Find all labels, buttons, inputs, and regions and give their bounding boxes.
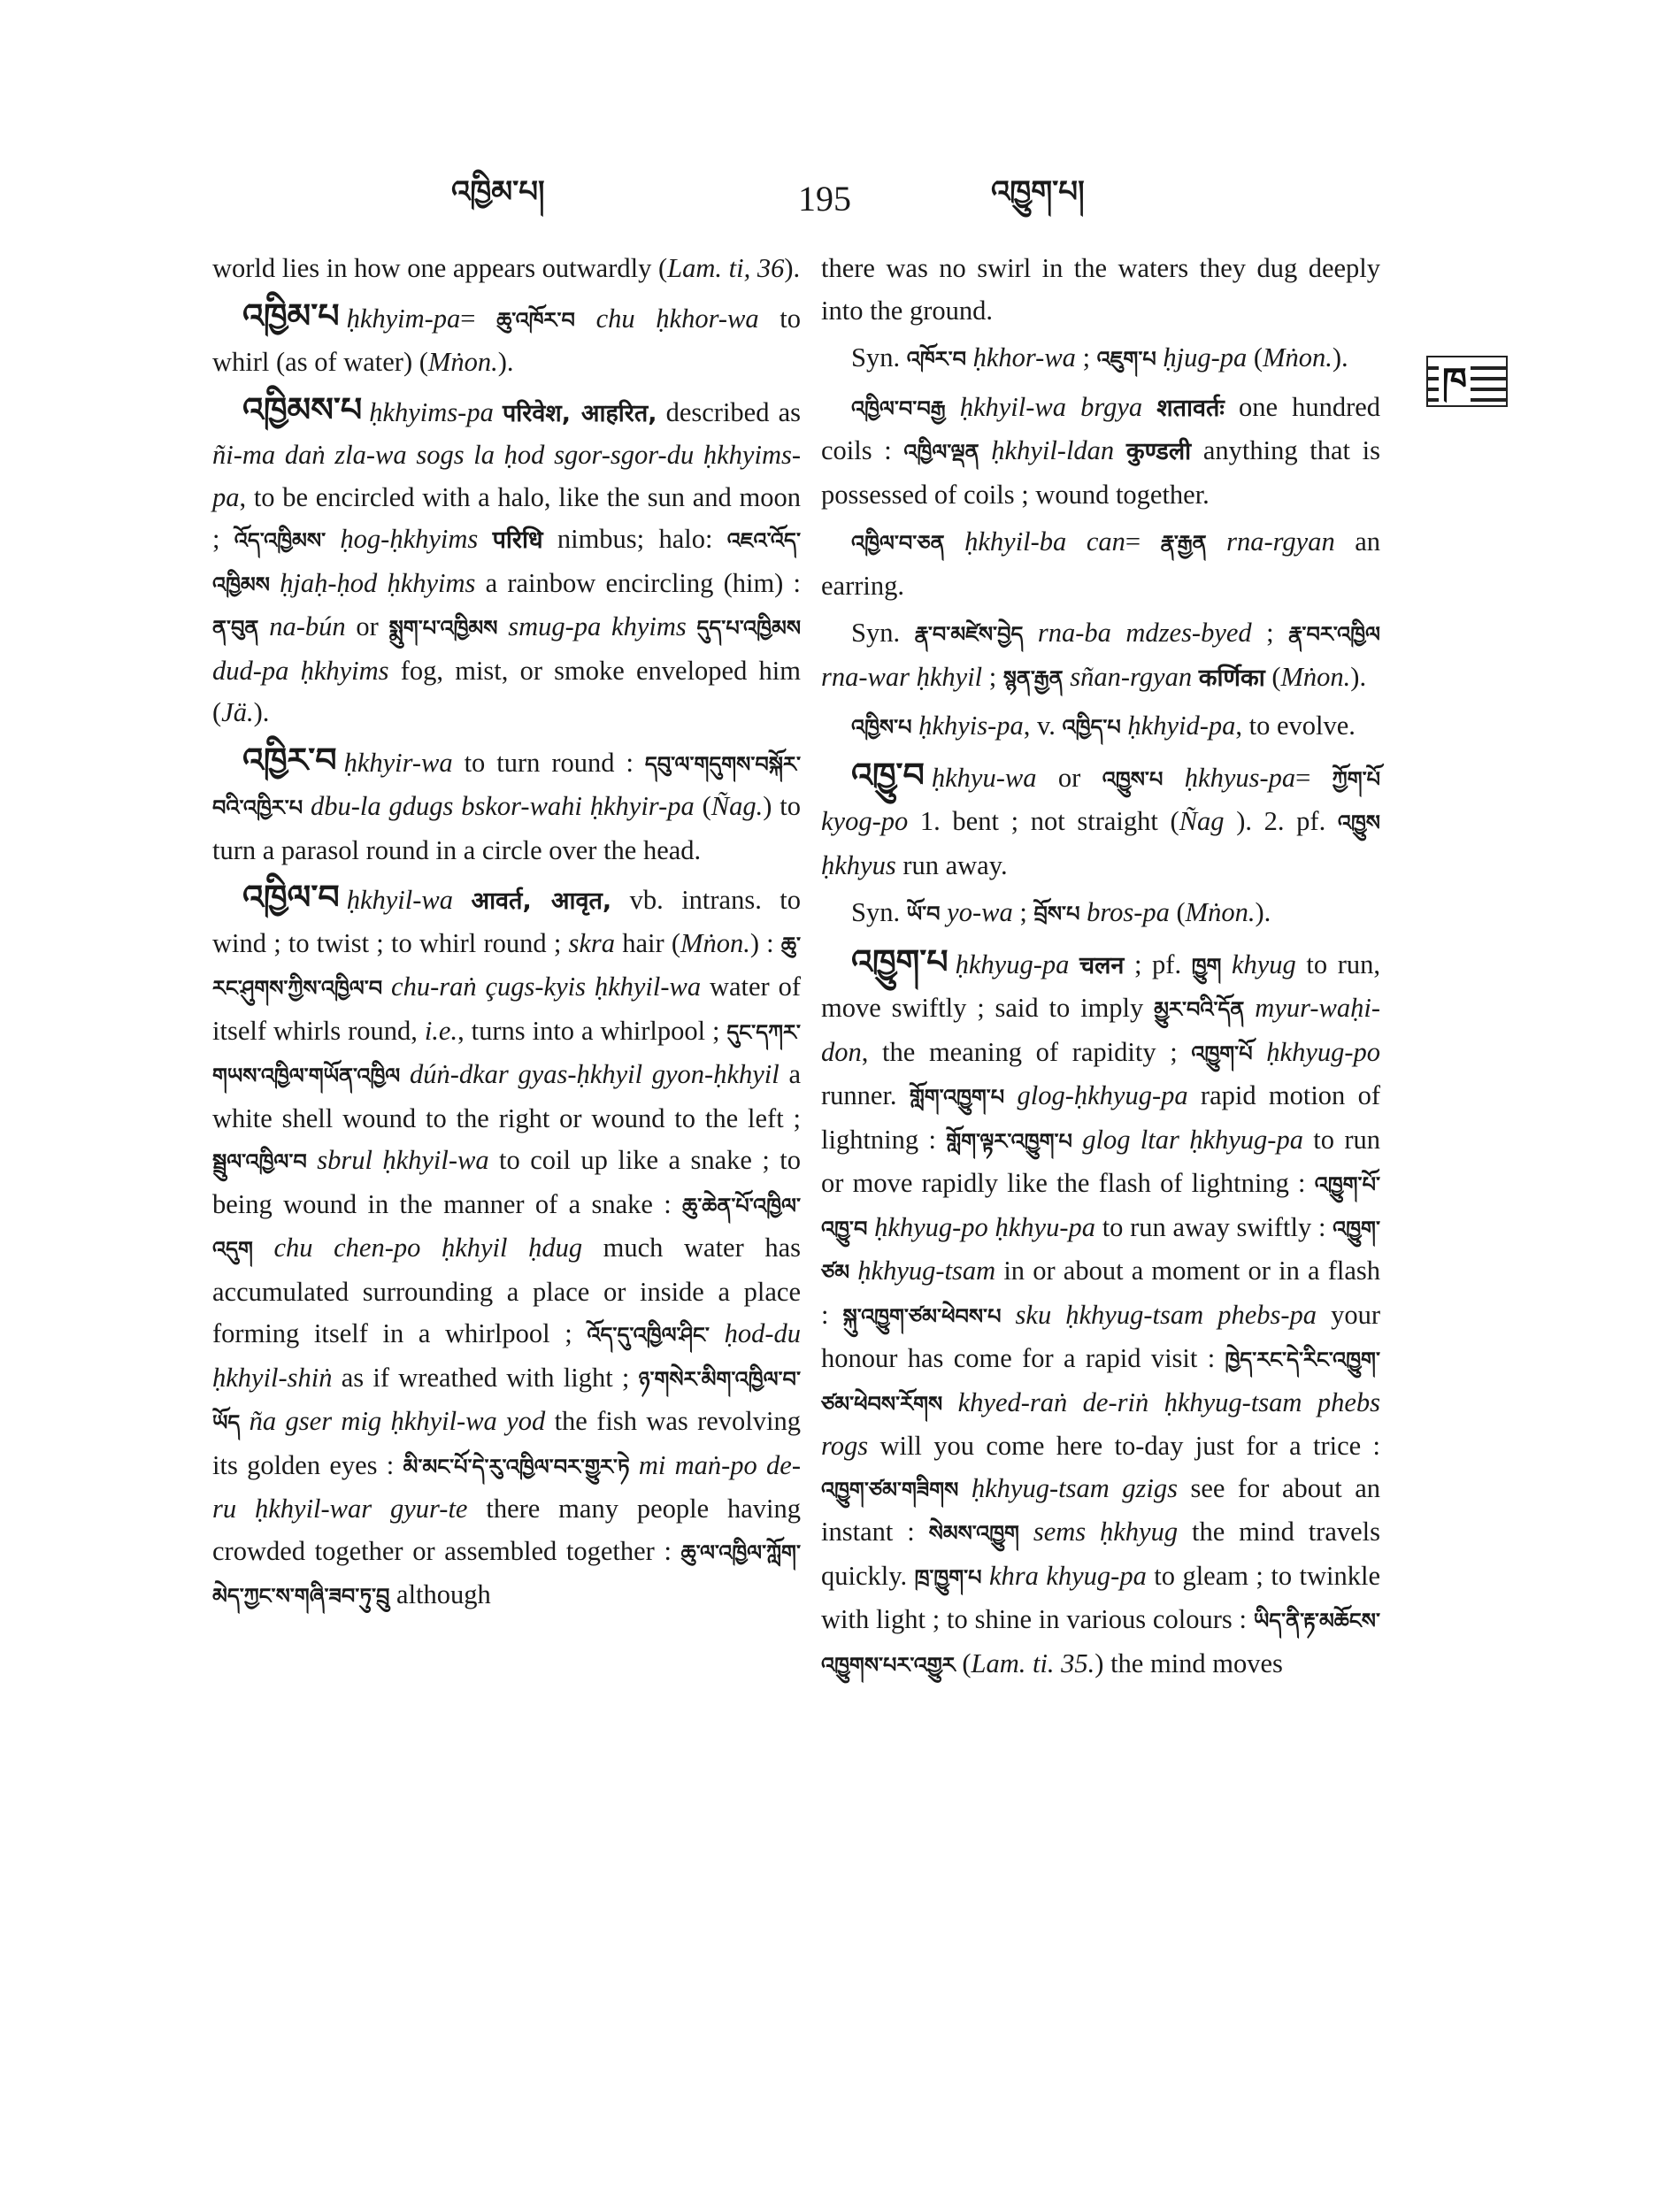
tibetan-text: འཁྱུག་པོ་འཁྱུ་བ: [821, 1172, 1380, 1241]
definition-text: [1142, 392, 1156, 422]
definition-text: =: [460, 303, 497, 334]
definition-text: ).: [1255, 897, 1271, 927]
transliteration: skra: [568, 927, 616, 958]
synonym-note: [821, 705, 1380, 749]
definition-text: will you come here to-day just for a trice :: [868, 1431, 1380, 1461]
left-column: [212, 248, 801, 1624]
tibetan-text: འཇའ་འོད་འཁྱིམས: [212, 528, 801, 597]
definition-text: Syn.: [851, 342, 907, 373]
running-head-right: འཁྱུག་པ།: [991, 174, 1085, 210]
tibetan-text: མི་མང་པོ་དེ་རུ་འཁྱིལ་བར་གྱུར་ཏེ: [403, 1454, 630, 1479]
definition-text: [326, 524, 340, 554]
tibetan-text: ཡིད་ནི་རྟ་མཆོངས་འཁྱུགས་པར་འགྱུར: [821, 1609, 1380, 1678]
tibetan-text: འཁྱུས: [1337, 810, 1380, 835]
definition-text: the mind travels quickly.: [821, 1517, 1380, 1591]
transliteration: chu ḥkhor-wa: [595, 303, 759, 334]
definition-text: [1207, 526, 1227, 557]
definition-text: [400, 1059, 410, 1089]
definition-text: a white shell wound to the right or wound to the left ;: [212, 1059, 801, 1133]
tibetan-text: རྣ་རྒྱན: [1160, 531, 1207, 556]
thumb-index-letter: ཁ: [1439, 359, 1471, 403]
transliteration: ḥkhyil-ba can: [964, 526, 1125, 557]
definition-text: ;: [1075, 342, 1097, 373]
definition-text: [687, 611, 697, 641]
transliteration: glog-ḥkhyug-pa: [1017, 1080, 1188, 1110]
transliteration: chu chen-po ḥkhyil ḥdug: [273, 1233, 583, 1263]
definition-text: as if wreathed with light ;: [332, 1362, 639, 1393]
transliteration: ḥkhyug-tsam: [857, 1256, 996, 1286]
transliteration: dud-pa ḥkhyims: [212, 655, 389, 686]
definition-text: (: [1169, 897, 1186, 927]
transliteration: Jä.: [221, 697, 254, 727]
definition-text: [946, 392, 960, 422]
transliteration: ḥkhyug-po ḥkhyu-pa: [874, 1211, 1095, 1242]
definition-text: (: [1247, 342, 1263, 373]
tibetan-text: སྐུ་འཁྱུག་ཙམ་ཕེབས་པ: [842, 1303, 1002, 1329]
tibetan-text: དུང་དཀར་གཡས་འཁྱིལ་གཡོན་འཁྱིལ: [212, 1019, 801, 1088]
transliteration: khyed-raṅ de-riṅ ḥkhyug-tsam phebs rogs: [821, 1386, 1381, 1461]
dictionary-entry: [212, 740, 801, 872]
definition-text: [1069, 949, 1079, 979]
definition-text: a rainbow encircling (him) :: [475, 567, 801, 598]
definition-text: hair (: [615, 927, 681, 958]
synonym-note: [821, 387, 1380, 517]
definition-text: ;: [982, 661, 1003, 692]
headword: འཁྱིམ་པ: [242, 296, 340, 335]
synonym-note: [821, 612, 1380, 700]
tibetan-text: འོད་འཁྱིམས་: [234, 528, 326, 553]
definition-text: runner.: [821, 1080, 910, 1110]
transliteration: rna-ba mdzes-byed: [1037, 618, 1252, 648]
definition-text: (: [1264, 661, 1281, 692]
transliteration: sku ḥkhyug-tsam phebs-pa: [1015, 1299, 1317, 1330]
definition-text: [1072, 1125, 1082, 1155]
definition-text: [1019, 1517, 1033, 1547]
page-number: 195: [798, 179, 851, 219]
tibetan-text: ཁྱུག: [1191, 953, 1222, 979]
transliteration: i.e.: [424, 1015, 458, 1046]
definition-text: [1079, 897, 1087, 927]
definition-text: (: [955, 1647, 972, 1678]
definition-text: =: [1295, 762, 1333, 793]
definition-text: much water has accumulated surrounding a place or inside a place forming itself in a whirlpool ;: [212, 1233, 801, 1348]
headword: འཁྱུག་པ: [851, 941, 949, 981]
definition-text: [575, 303, 596, 334]
tibetan-text: སྨུག་པ་འཁྱིམས: [388, 616, 498, 641]
definition-text: there many people having crowded together or assembled together :: [212, 1494, 802, 1566]
definition-text: [453, 885, 471, 915]
transliteration: bros-pa: [1087, 897, 1170, 927]
tibetan-text: འཁྱིལ་བ་བརྒྱ: [851, 396, 946, 421]
definition-text: [258, 611, 269, 641]
definition-text: rapid motion of lightning :: [821, 1080, 1381, 1155]
running-head-left: འཁྱིམ་པ།: [451, 174, 545, 210]
transliteration: ḥkhyid-pa: [1127, 710, 1236, 741]
tibetan-text: གློག་ལྟར་འཁྱུག་པ: [946, 1128, 1072, 1154]
definition-text: =: [1125, 526, 1161, 557]
transliteration: myur-waḥi-don: [821, 993, 1380, 1067]
definition-text: world lies in how one appears outwardly (: [212, 253, 668, 283]
tibetan-text: ཁྱེད་རང་དེ་རིང་འཁྱུག་ཙམ་ཕེབས་རོགས: [821, 1348, 1380, 1417]
tibetan-text: ཆུ་ལ་འཁྱིལ་ཀློག་མེད་ཀྱང་ས་གཞི་ཟབ་ཏུ་བྲུ: [212, 1540, 801, 1609]
tibetan-text: འཁྱུག་ཙམ: [821, 1216, 1380, 1285]
definition-text: ;: [1012, 897, 1034, 927]
tibetan-text: དུད་པ་འཁྱིམས: [696, 616, 802, 641]
transliteration: ḥkhyus: [821, 849, 896, 880]
transliteration: ḥkhyug-pa: [955, 949, 1070, 979]
sanskrit-equivalent: कुण्डली: [1125, 438, 1192, 465]
definition-text: ).: [497, 347, 514, 377]
definition-text: ) the mind moves: [1094, 1647, 1283, 1678]
transliteration: ña gser mig ḥkhyil-wa yod: [249, 1406, 546, 1436]
transliteration: rna-rgyan: [1226, 526, 1335, 557]
definition-text: [942, 1387, 957, 1417]
transliteration: ḥog-ḥkhyims: [340, 524, 479, 554]
definition-text: [494, 397, 503, 427]
tibetan-text: འོད་དུ་འཁྱིལ་ཤིང་: [587, 1323, 710, 1348]
definition-text: ).: [1350, 661, 1367, 692]
definition-text: [710, 1318, 725, 1348]
definition-text: [867, 1212, 874, 1242]
headword: འཁྱུ་བ: [851, 755, 925, 795]
definition-text: [303, 791, 311, 821]
entry-continuation: [212, 248, 801, 290]
tibetan-text: འཇུག་པ: [1096, 347, 1156, 372]
definition-text: (: [694, 791, 711, 821]
dictionary-entry: [821, 755, 1380, 887]
definition-text: ) to turn a parasol round in a circle over the head.: [212, 791, 801, 865]
definition-text: one hundred coils :: [821, 391, 1381, 465]
definition-text: anything that is possessed of coils ; wound together.: [821, 435, 1380, 510]
definition-text: [497, 611, 508, 641]
tibetan-text: རྣ་བར་འཁྱིལ: [1288, 622, 1380, 647]
definition-text: [958, 1473, 972, 1503]
transliteration: ḥkhor-wa: [972, 342, 1076, 373]
tibetan-text: སེམས་འཁྱུག: [928, 1521, 1019, 1546]
transliteration: sñan-rgyan: [1070, 661, 1193, 692]
tibetan-text: ཉ་གསེར་མིག་འཁྱིལ་བ་ཡོད: [212, 1366, 801, 1435]
transliteration: ḥkhyug-po: [1266, 1036, 1381, 1067]
transliteration: Mṅon.: [1263, 342, 1333, 373]
transliteration: chu-raṅ çugs-kyis ḥkhyil-wa: [391, 972, 702, 1002]
tibetan-text: འཁྱིས་པ: [851, 715, 912, 740]
transliteration: Ñag: [1179, 806, 1225, 836]
transliteration: ñi-ma daṅ zla-wa sogs la ḥod sgor-sgor-du ḥkhyims-pa: [212, 440, 801, 512]
tibetan-text: ཡོ་བ: [906, 902, 941, 926]
transliteration: khra khyug-pa: [989, 1560, 1147, 1591]
definition-text: , the meaning of rapidity ;: [861, 1036, 1192, 1067]
definition-text: to coil up like a snake ; to being wound in the manner of a snake :: [212, 1145, 801, 1219]
transliteration: sbrul ḥkhyil-wa: [317, 1145, 489, 1175]
tibetan-text: འཁྱིལ་ལྡན: [903, 440, 979, 465]
definition-text: , turns into a whirlpool ;: [457, 1015, 727, 1046]
sanskrit-equivalent: शतावर्तः: [1156, 394, 1225, 422]
definition-text: [630, 1450, 639, 1480]
definition-text: [1221, 949, 1232, 979]
definition-text: or: [1036, 762, 1102, 793]
synonym-note: [821, 521, 1380, 607]
definition-text: [1023, 618, 1038, 648]
sanskrit-equivalent: आवर्त, आवृत,: [471, 887, 612, 915]
definition-text: ) :: [749, 927, 781, 958]
transliteration: ḥkhyil-ldan: [991, 435, 1115, 465]
definition-text: [1163, 763, 1184, 793]
tibetan-text: ཀྱོག་པོ: [1332, 766, 1381, 792]
definition-text: water of itself whirls round,: [212, 972, 801, 1046]
transliteration: smug-pa khyims: [508, 611, 687, 641]
definition-text: , v.: [1023, 710, 1063, 741]
definition-text: run away.: [895, 849, 1008, 880]
tibetan-text: ཆུ་འཁོར་བ: [496, 307, 575, 333]
tibetan-text: སྦྲུལ་འཁྱིལ་བ: [212, 1149, 307, 1174]
definition-text: [1192, 662, 1199, 692]
thumb-index-tab: [1426, 356, 1508, 407]
transliteration: dbu-la gdugs bskor-wahi ḥkhyir-pa: [311, 791, 695, 821]
dictionary-entry: [821, 941, 1380, 1687]
definition-text: see for about an instant :: [821, 1472, 1380, 1547]
transliteration: Ñag.: [710, 791, 764, 821]
definition-text: [270, 568, 280, 598]
transliteration: Lam. ti, 36: [667, 253, 785, 283]
definition-text: ;: [1251, 618, 1289, 648]
transliteration: ḥkhyus-pa: [1184, 762, 1296, 793]
definition-text: [849, 1256, 857, 1286]
transliteration: Mṅon.: [680, 927, 750, 958]
definition-text: fog, mist, or smoke enveloped him (: [212, 655, 801, 727]
definition-text: [966, 342, 973, 373]
synonym-note: [821, 337, 1380, 381]
definition-text: [240, 1406, 249, 1436]
sanskrit-equivalent: परिधि: [492, 526, 543, 554]
tibetan-text: ན་བུན: [212, 616, 259, 641]
definition-text: to run away swiftly :: [1094, 1211, 1333, 1242]
definition-text: [307, 1145, 317, 1175]
sanskrit-equivalent: परिवेश, आहरित,: [502, 399, 657, 427]
definition-text: nimbus; halo:: [542, 524, 727, 554]
dictionary-entry: [212, 389, 801, 734]
definition-text: , to evolve.: [1235, 710, 1356, 741]
tibetan-text: འཁྱུས་པ: [1102, 766, 1164, 792]
transliteration: ḥjaḥ-ḥod ḥkhyims: [280, 567, 476, 598]
tibetan-text: གློག་འཁྱུག་པ: [909, 1085, 1005, 1110]
transliteration: Mṅon.: [427, 347, 498, 377]
definition-text: [1001, 1300, 1015, 1330]
transliteration: ḥod-du ḥkhyil-shiṅ: [212, 1318, 802, 1393]
definition-text: Syn.: [851, 618, 915, 648]
definition-text: to run, move swiftly ; said to imply: [821, 949, 1380, 1023]
tibetan-text: འཁྱུག་ཙམ་གཟིགས: [821, 1477, 959, 1502]
definition-text: [1244, 993, 1255, 1023]
definition-text: there was no swirl in the waters they dug deeply into the ground.: [821, 253, 1380, 326]
transliteration: dúṅ-dkar gyas-ḥkhyil gyon-ḥkhyil: [409, 1059, 780, 1089]
tibetan-text: བྲོས་པ: [1033, 902, 1080, 926]
transliteration: ḥkhyir-wa: [343, 747, 453, 778]
definition-text: 1. bent ; not straight (: [908, 806, 1179, 836]
transliteration: rna-war ḥkhyil: [821, 661, 983, 692]
dictionary-entry: [212, 296, 801, 384]
transliteration: mi maṅ-po de-ru ḥkhyil-war gyur-te: [212, 1449, 801, 1524]
definition-text: described as: [657, 396, 801, 427]
definition-text: [945, 526, 965, 557]
headword: འཁྱིལ་བ: [242, 878, 340, 917]
definition-text: to turn round :: [452, 747, 645, 778]
definition-text: although: [389, 1579, 491, 1609]
transliteration: ḥkhyu-wa: [931, 762, 1037, 793]
definition-text: ).: [1332, 342, 1348, 373]
tibetan-text: སྙན་རྒྱན: [1002, 665, 1064, 691]
definition-text: , to be encircled with a halo, like the sun and moon ;: [212, 481, 801, 554]
transliteration: ḥjug-pa: [1163, 342, 1248, 373]
synonym-note: [821, 892, 1380, 936]
tibetan-text: འཁྱུག་པོ: [1191, 1041, 1253, 1066]
definition-text: vb. intrans. to wind ; to twist ; to whirl round ;: [212, 885, 802, 958]
definition-text: the fish was revolving its golden eyes :: [212, 1406, 802, 1480]
transliteration: ḥkhyug-tsam gzigs: [971, 1472, 1178, 1503]
tibetan-text: རྣ་བ་མཛེས་བྱེད: [914, 622, 1024, 647]
transliteration: ḥkhyims-pa: [369, 396, 494, 427]
transliteration: ḥkhyis-pa: [918, 710, 1024, 741]
definition-text: Syn.: [851, 897, 907, 927]
dictionary-entry: [212, 877, 801, 1618]
transliteration: ḥkhyil-wa brgya: [959, 391, 1143, 422]
definition-text: [1004, 1080, 1017, 1110]
tibetan-text: འཁོར་བ: [906, 347, 967, 372]
transliteration: Mṅon.: [1185, 897, 1256, 927]
sanskrit-equivalent: चलन: [1079, 951, 1125, 979]
right-column: [821, 248, 1380, 1692]
definition-text: [478, 524, 492, 554]
definition-text: [253, 1233, 274, 1263]
definition-text: to whirl (as of water) (: [212, 303, 802, 377]
definition-text: to run or move rapidly like the flash of lightning :: [821, 1124, 1381, 1198]
definition-text: ).: [253, 697, 270, 727]
definition-text: or: [345, 611, 389, 641]
transliteration: ḥkhyil-wa: [346, 885, 453, 915]
transliteration: na-bún: [269, 611, 346, 641]
transliteration: Lam. ti. 35.: [971, 1647, 1095, 1678]
tibetan-text: དབུ་ལ་གདུགས་བསྐོར་བའི་འཁྱིར་པ: [212, 751, 801, 820]
transliteration: glog ltar ḥkhyug-pa: [1082, 1124, 1303, 1155]
definition-text: ; pf.: [1124, 949, 1192, 979]
tibetan-text: མྱུར་བའི་དོན: [1154, 997, 1245, 1022]
definition-text: ). 2. pf.: [1224, 806, 1338, 836]
transliteration: khyug: [1231, 949, 1296, 979]
definition-text: your honour has come for a rapid visit :: [821, 1299, 1380, 1373]
tibetan-text: ཆུ་རང་ཤུགས་ཀྱིས་འཁྱིལ་བ: [212, 932, 801, 1001]
definition-text: [982, 1561, 989, 1591]
definition-text: in or about a moment or in a flash :: [821, 1256, 1381, 1330]
tibetan-text: འཁྱིལ་བ་ཅན: [851, 531, 945, 556]
tibetan-text: ཆུ་ཆེན་པོ་འཁྱིལ་འདུག: [212, 1193, 801, 1262]
headword: འཁྱིར་བ: [242, 740, 337, 780]
definition-text: ).: [784, 253, 801, 283]
transliteration: ḥkhyim-pa: [346, 303, 461, 334]
definition-text: [382, 972, 391, 1002]
tibetan-text: ཁྲ་ཁྱུག་པ: [914, 1564, 982, 1590]
sanskrit-equivalent: कर्णिका: [1198, 664, 1265, 692]
definition-text: to gleam ; to twinkle with light ; to shine in various colours :: [821, 1560, 1380, 1634]
definition-text: [1253, 1037, 1267, 1067]
entry-continuation: [821, 248, 1380, 332]
transliteration: yo-wa: [947, 897, 1013, 927]
definition-text: [979, 435, 992, 465]
transliteration: kyog-po: [821, 806, 909, 836]
definition-text: [1114, 435, 1126, 465]
transliteration: Mṅon.: [1280, 661, 1351, 692]
tibetan-text: འཁྱིད་པ: [1062, 715, 1121, 740]
headword: འཁྱིམས་པ: [242, 389, 363, 429]
transliteration: sems ḥkhyug: [1033, 1517, 1179, 1547]
definition-text: an earring.: [821, 526, 1381, 601]
